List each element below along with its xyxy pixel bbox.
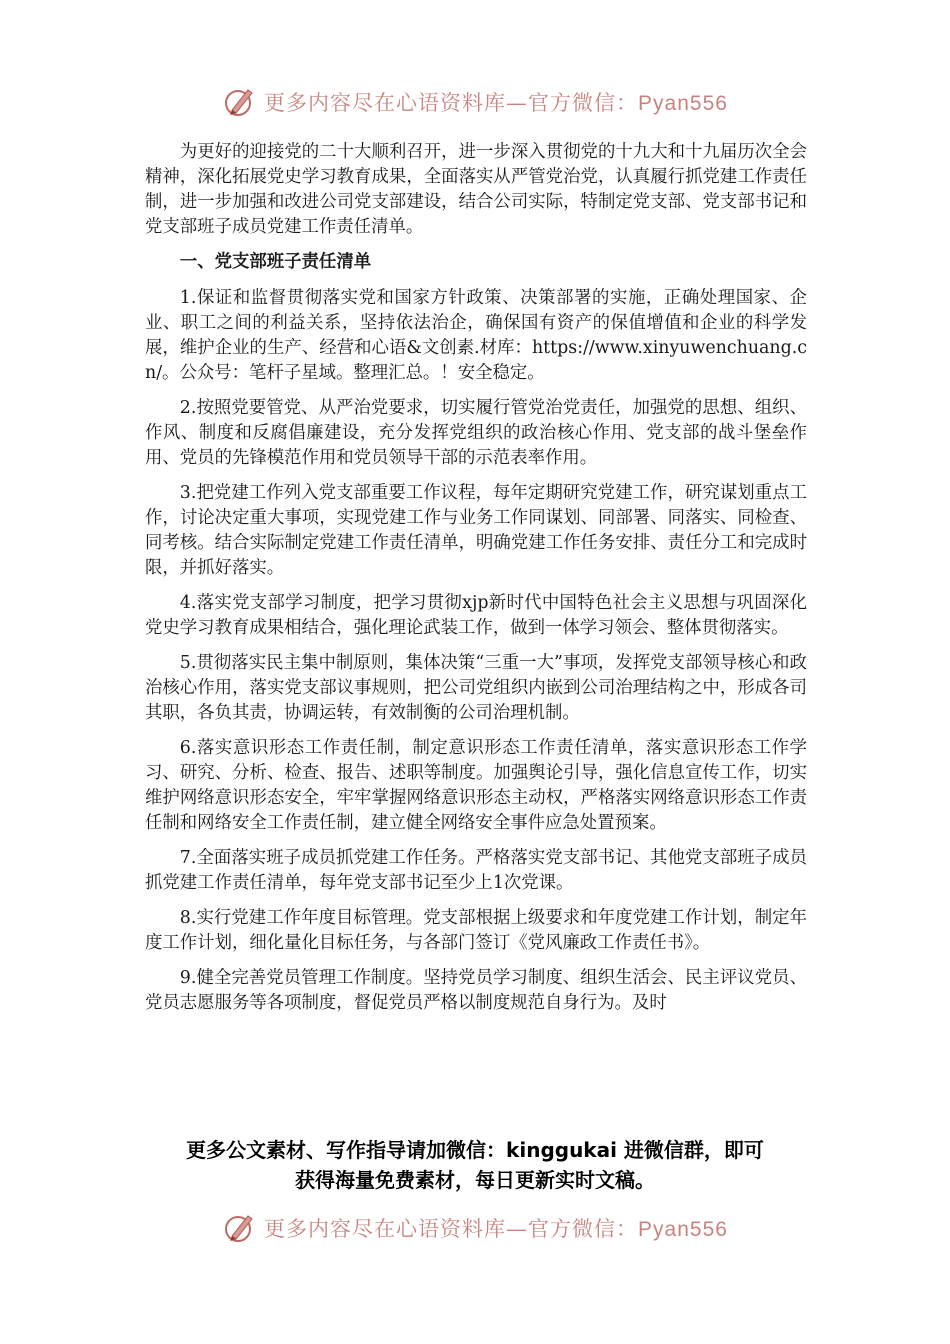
list-item: 3.把党建工作列入党支部重要工作议程，每年定期研究党建工作，研究谋划重点工作，讨论决定重大事项，实现党建工作与业务工作同谋划、同部署、同落实、同检查、同考核。结合实际制定党建工作责任清单，明确党建工作任务安排、责任分工和完成时限，并抓好落实。	[145, 483, 807, 578]
section-heading: 一、党支部班子责任清单	[179, 252, 372, 272]
list-item: 4.落实党支部学习制度，把学习贯彻xjp新时代中国特色社会主义思想与巩固深化党史学习教育成果相结合，强化理论武装工作，做到一体学习领会、整体贯彻落实。	[145, 593, 807, 638]
promo-notice	[0, 1135, 950, 1195]
list-item: 5.贯彻落实民主集中制原则，集体决策“三重一大”事项，发挥党支部领导核心和政治核心作用，落实党支部议事规则，把公司党组织内嵌到公司治理结构之中，形成各司其职，各负其责，协调运转，有效制衡的公司治理机制。	[145, 653, 807, 723]
footer-banner-text: 更多内容尽在心语资料库—官方微信：Pyan556	[264, 1217, 728, 1241]
list-item: 7.全面落实班子成员抓党建工作任务。严格落实党支部书记、其他党支部班子成员抓党建工作责任清单，每年党支部书记至少上1次党课。	[145, 848, 807, 893]
pen-logo-icon	[222, 84, 258, 120]
list-item: 1.保证和监督贯彻落实党和国家方针政策、决策部署的实施，正确处理国家、企业、职工之间的利益关系，坚持依法治企，确保国有资产的保值增值和企业的科学发展，维护企业的生产、经营和心语&文创素.材库：https://www.xinyuwenchuang.cn/。公众号：笔杆子星域。整理汇总。！安全稳定。	[145, 288, 807, 383]
header-banner-text: 更多内容尽在心语资料库—官方微信：Pyan556	[264, 91, 728, 115]
list-item: 9.健全完善党员管理工作制度。坚持党员学习制度、组织生活会、民主评议党员、党员志愿服务等各项制度，督促党员严格以制度规范自身行为。及时	[145, 968, 807, 1013]
footer-wechat-id: Pyan556	[638, 1218, 728, 1241]
list-item: 2.按照党要管党、从严治党要求，切实履行管党治党责任，加强党的思想、组织、作风、制度和反腐倡廉建设，充分发挥党组织的政治核心作用、党支部的战斗堡垒作用、党员的先锋模范作用和党员领导干部的示范表率作用。	[145, 398, 807, 468]
promo-line-1: 更多公文素材、写作指导请加微信：kinggukai 进微信群，即可	[186, 1138, 764, 1162]
document-body	[145, 140, 807, 1026]
footer-banner	[0, 1208, 950, 1248]
list-item: 6.落实意识形态工作责任制，制定意识形态工作责任清单，落实意识形态工作学习、研究、分析、检查、报告、述职等制度。加强舆论引导，强化信息宣传工作，切实维护网络意识形态安全，牢牢掌握网络意识形态主动权，严格落实网络意识形态工作责任制和网络安全工作责任制，建立健全网络安全事件应急处置预案。	[145, 738, 807, 833]
header-banner	[0, 82, 950, 122]
list-item: 8.实行党建工作年度目标管理。党支部根据上级要求和年度党建工作计划，制定年度工作计划，细化量化目标任务，与各部门签订《党风廉政工作责任书》。	[145, 908, 807, 953]
header-wechat-id: Pyan556	[638, 92, 728, 115]
promo-line-2: 获得海量免费素材，每日更新实时文稿。	[295, 1168, 655, 1192]
pen-logo-icon	[222, 1210, 258, 1246]
intro-paragraph: 为更好的迎接党的二十大顺利召开，进一步深入贯彻党的十九大和十九届历次全会精神，深化拓展党史学习教育成果，全面落实从严管党治党，认真履行抓党建工作责任制，进一步加强和改进公司党支部建设，结合公司实际，特制定党支部、党支部书记和党支部班子成员党建工作责任清单。	[145, 142, 807, 237]
